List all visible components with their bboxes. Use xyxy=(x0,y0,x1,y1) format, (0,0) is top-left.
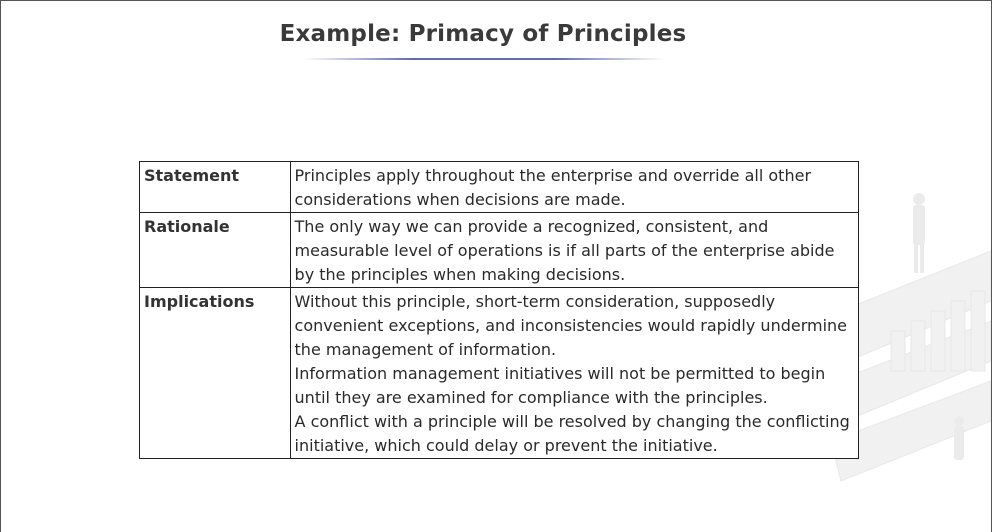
title-underline xyxy=(304,58,664,60)
row-paragraph: Information management initiatives will not be permitted to begin until they are examined for compliance with the principles. xyxy=(294,364,826,407)
row-body xyxy=(290,162,858,213)
principle-table xyxy=(139,161,859,459)
table-row-rationale xyxy=(140,213,859,288)
row-label: Rationale xyxy=(140,213,291,288)
row-paragraph: The only way we can provide a recognized, consistent, and measurable level of operations is if all parts of the enterprise abide by the principles when making decisions. xyxy=(294,217,835,284)
table-row-implications xyxy=(140,288,859,459)
row-paragraph: Without this principle, short-term consideration, supposedly convenient exceptions, and inconsistencies would rapidly undermine the management of information. xyxy=(294,292,848,359)
row-paragraph: Principles apply throughout the enterprise and override all other considerations when decisions are made. xyxy=(294,166,812,209)
slide-title: Example: Primacy of Principles xyxy=(279,21,687,47)
row-body xyxy=(290,288,858,459)
row-body xyxy=(290,213,858,288)
row-paragraph: A conflict with a principle will be resolved by changing the conflicting initiative, which could delay or prevent the initiative. xyxy=(294,412,850,455)
table-row-statement xyxy=(140,162,859,213)
row-label: Statement xyxy=(140,162,291,213)
row-label: Implications xyxy=(140,288,291,459)
